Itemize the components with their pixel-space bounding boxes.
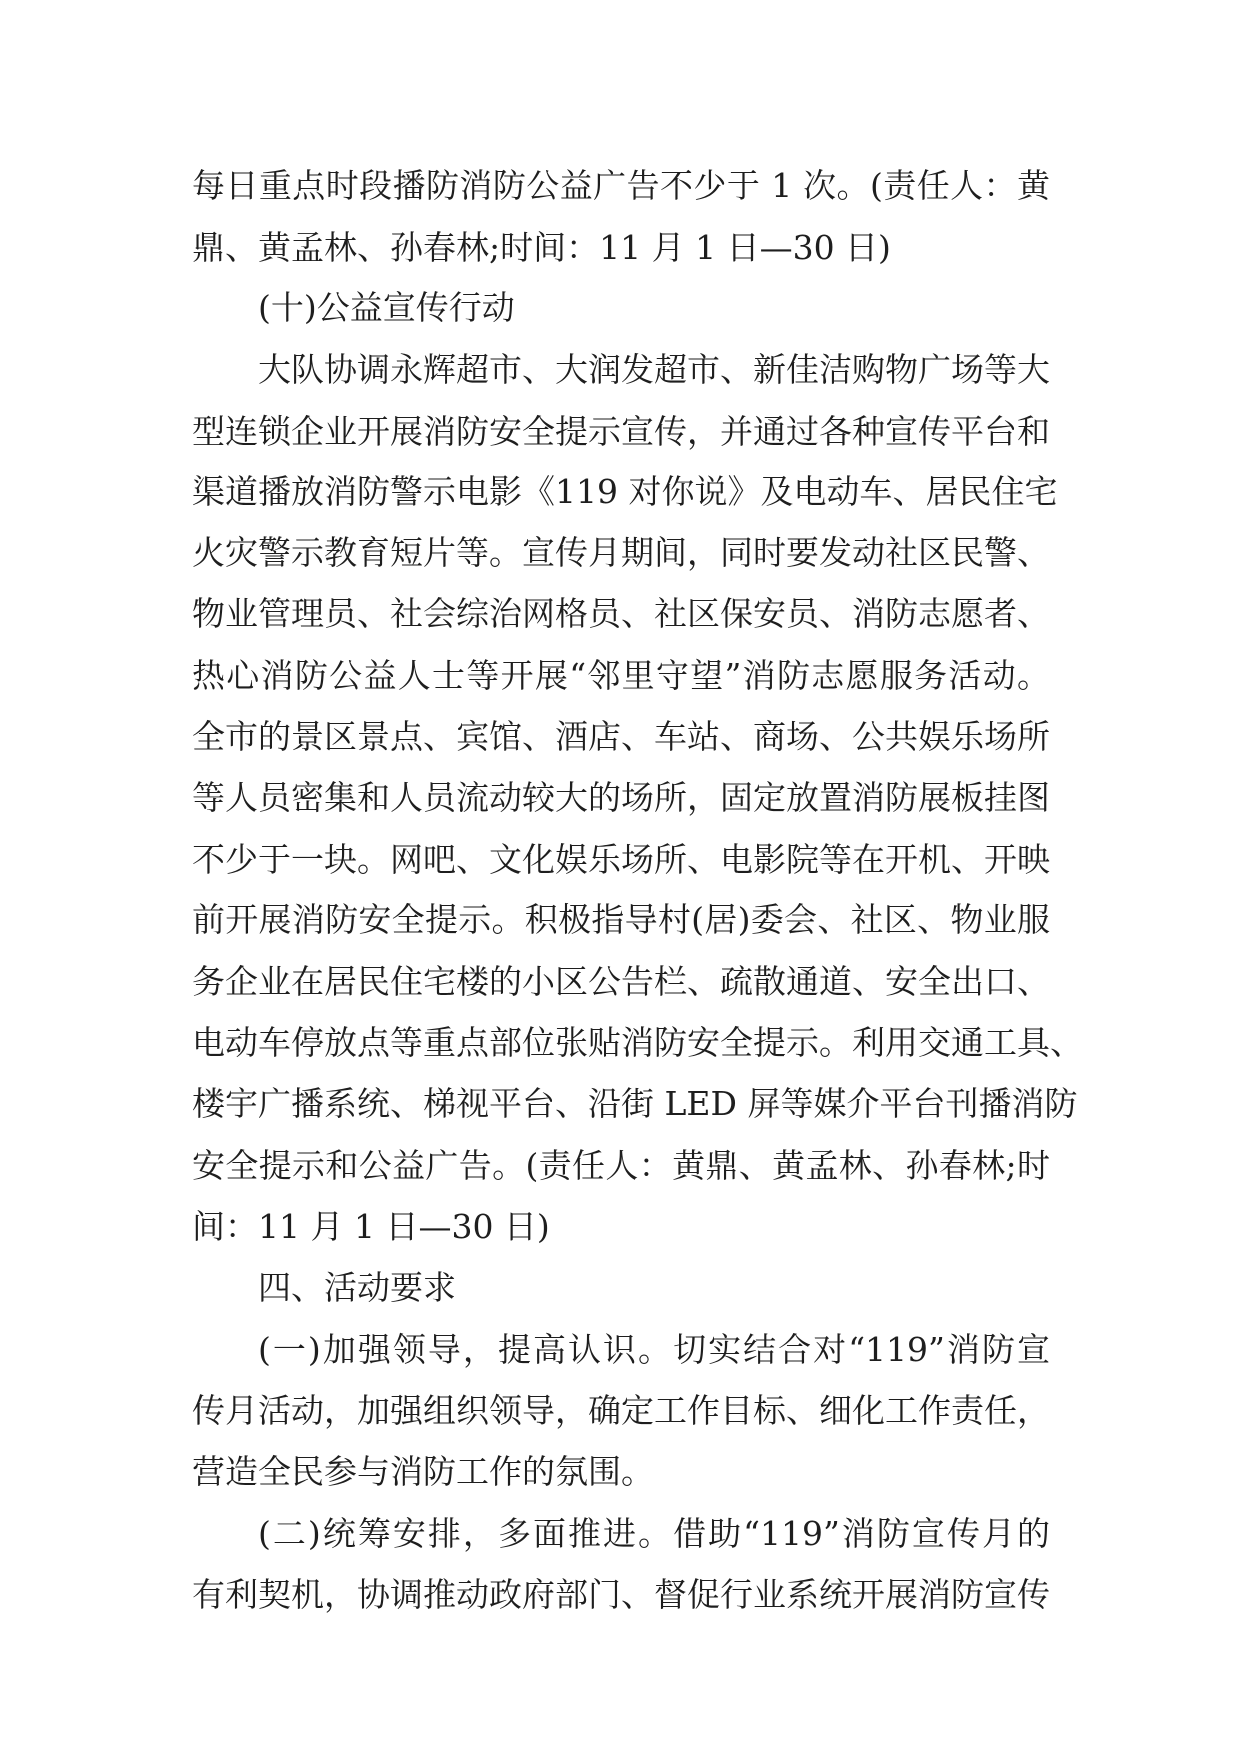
text-line — [0, 1442, 1241, 1502]
text-line-content: 间：11 月 1 日—30 日) — [192, 1207, 550, 1246]
text-line — [0, 830, 1241, 890]
text-line-content: 传月活动，加强组织领导，确定工作目标、细化工作责任， — [192, 1391, 1050, 1430]
text-line-content: (一)加强领导，提高认识。切实结合对“119”消防宣 — [258, 1330, 1050, 1369]
text-line-content: 物业管理员、社会综治网格员、社区保安员、消防志愿者、 — [192, 594, 1050, 633]
section-heading-text: 四、活动要求 — [258, 1268, 456, 1307]
text-line — [0, 1320, 1241, 1380]
text-line — [0, 1013, 1241, 1073]
text-line-content: 有利契机，协调推动政府部门、督促行业系统开展消防宣传 — [192, 1575, 1050, 1614]
section-heading — [0, 278, 1241, 338]
text-line-content: 鼎、黄孟林、孙春林;时间：11 月 1 日—30 日) — [192, 228, 891, 267]
text-line-content: 电动车停放点等重点部位张贴消防安全提示。利用交通工具、 — [192, 1023, 1083, 1062]
text-line — [0, 646, 1241, 706]
text-line — [0, 156, 1241, 216]
text-line-content: 等人员密集和人员流动较大的场所，固定放置消防展板挂图 — [192, 778, 1050, 817]
text-line-content: 务企业在居民住宅楼的小区公告栏、疏散通道、安全出口、 — [192, 962, 1050, 1001]
text-line — [0, 768, 1241, 828]
text-line — [0, 952, 1241, 1012]
text-line — [0, 1074, 1241, 1134]
text-line-content: 安全提示和公益广告。(责任人：黄鼎、黄孟林、孙春林;时 — [192, 1146, 1050, 1185]
text-line — [0, 890, 1241, 950]
text-line — [0, 1197, 1241, 1257]
text-line — [0, 1565, 1241, 1625]
text-line — [0, 1136, 1241, 1196]
section-heading-text: (十)公益宣传行动 — [258, 288, 515, 327]
text-line-content: (二)统筹安排，多面推进。借助“119”消防宣传月的 — [258, 1514, 1050, 1553]
text-line-content: 火灾警示教育短片等。宣传月期间，同时要发动社区民警、 — [192, 533, 1050, 572]
text-line — [0, 218, 1241, 278]
text-line-content: 营造全民参与消防工作的氛围。 — [192, 1452, 654, 1491]
text-line — [0, 1504, 1241, 1564]
text-line — [0, 462, 1241, 522]
text-line — [0, 402, 1241, 462]
section-heading — [0, 1258, 1241, 1318]
text-line-content: 渠道播放消防警示电影《119 对你说》及电动车、居民住宅 — [192, 472, 1058, 511]
text-line-content: 不少于一块。网吧、文化娱乐场所、电影院等在开机、开映 — [192, 840, 1050, 879]
text-line-content: 型连锁企业开展消防安全提示宣传，并通过各种宣传平台和 — [192, 412, 1050, 451]
text-line-content: 全市的景区景点、宾馆、酒店、车站、商场、公共娱乐场所 — [192, 717, 1050, 756]
text-line-content: 每日重点时段播防消防公益广告不少于 1 次。(责任人：黄 — [192, 166, 1050, 205]
text-line — [0, 707, 1241, 767]
text-line-content: 热心消防公益人士等开展“邻里守望”消防志愿服务活动。 — [192, 656, 1050, 695]
text-line — [0, 523, 1241, 583]
text-line — [0, 1381, 1241, 1441]
text-line — [0, 340, 1241, 400]
text-line-content: 楼宇广播系统、梯视平台、沿街 LED 屏等媒介平台刊播消防 — [192, 1084, 1078, 1123]
text-line — [0, 584, 1241, 644]
text-line-content: 前开展消防安全提示。积极指导村(居)委会、社区、物业服 — [192, 900, 1050, 939]
text-line-content: 大队协调永辉超市、大润发超市、新佳洁购物广场等大 — [258, 350, 1050, 389]
